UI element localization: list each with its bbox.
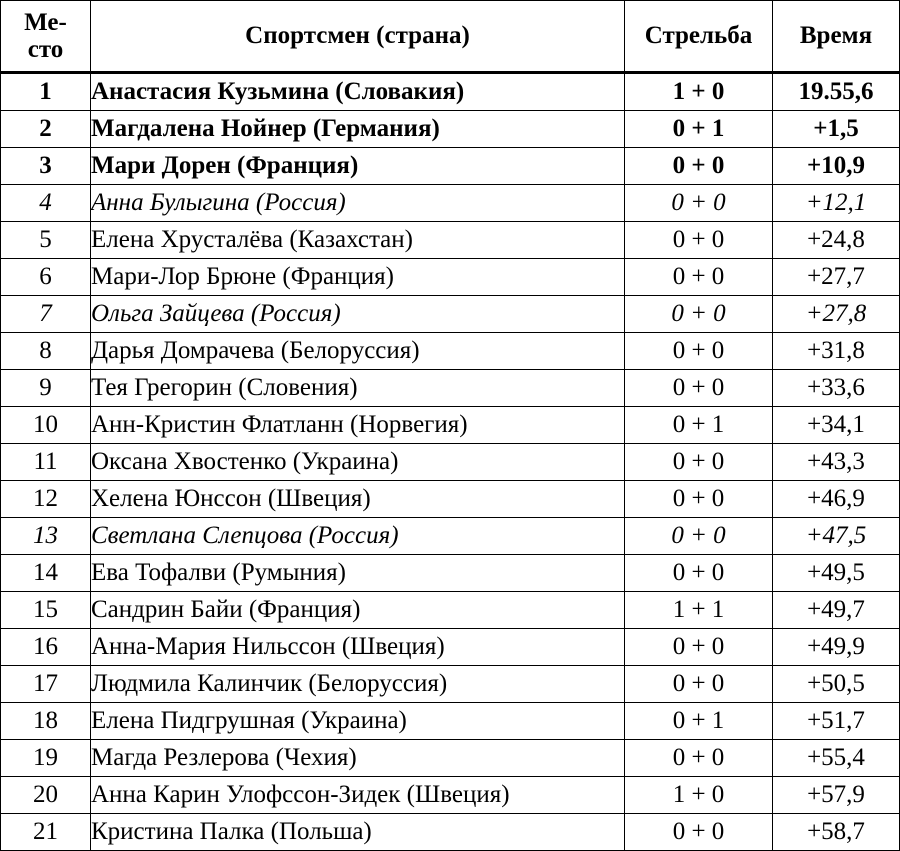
- cell-shooting: 1 + 0: [625, 73, 773, 111]
- cell-athlete: Ева Тофалви (Румыния): [91, 555, 625, 592]
- cell-time: +12,1: [773, 185, 900, 222]
- table-row: [1, 333, 900, 370]
- cell-time: +1,5: [773, 111, 900, 148]
- cell-place: 11: [1, 444, 91, 481]
- cell-shooting: 0 + 1: [625, 111, 773, 148]
- header-place: Ме- сто: [1, 1, 91, 73]
- cell-place: 17: [1, 666, 91, 703]
- table-row: [1, 555, 900, 592]
- cell-time: +49,7: [773, 592, 900, 629]
- header-time: Время: [773, 1, 900, 73]
- cell-place: 8: [1, 333, 91, 370]
- cell-athlete: Оксана Хвостенко (Украина): [91, 444, 625, 481]
- cell-shooting: 0 + 1: [625, 703, 773, 740]
- cell-place: 15: [1, 592, 91, 629]
- cell-place: 10: [1, 407, 91, 444]
- table-row: [1, 518, 900, 555]
- table-row: [1, 666, 900, 703]
- cell-athlete: Мари Дорен (Франция): [91, 148, 625, 185]
- cell-place: 4: [1, 185, 91, 222]
- cell-shooting: 0 + 0: [625, 148, 773, 185]
- cell-place: 16: [1, 629, 91, 666]
- cell-athlete: Анна Булыгина (Россия): [91, 185, 625, 222]
- cell-place: 12: [1, 481, 91, 518]
- cell-place: 5: [1, 222, 91, 259]
- cell-shooting: 0 + 0: [625, 814, 773, 851]
- table-row: [1, 407, 900, 444]
- table-row: [1, 185, 900, 222]
- cell-place: 1: [1, 73, 91, 111]
- cell-place: 21: [1, 814, 91, 851]
- cell-time: +46,9: [773, 481, 900, 518]
- cell-athlete: Светлана Слепцова (Россия): [91, 518, 625, 555]
- cell-shooting: 0 + 0: [625, 370, 773, 407]
- cell-athlete: Магда Резлерова (Чехия): [91, 740, 625, 777]
- cell-time: +55,4: [773, 740, 900, 777]
- table-row: [1, 73, 900, 111]
- cell-place: 6: [1, 259, 91, 296]
- table-row: [1, 222, 900, 259]
- cell-shooting: 0 + 0: [625, 444, 773, 481]
- cell-shooting: 0 + 0: [625, 555, 773, 592]
- table-row: [1, 592, 900, 629]
- cell-time: +33,6: [773, 370, 900, 407]
- cell-shooting: 0 + 0: [625, 259, 773, 296]
- cell-athlete: Анна Карин Улофссон-Зидек (Швеция): [91, 777, 625, 814]
- cell-time: 19.55,6: [773, 73, 900, 111]
- cell-time: +27,7: [773, 259, 900, 296]
- header-shooting: Стрельба: [625, 1, 773, 73]
- table-row: [1, 481, 900, 518]
- cell-athlete: Мари-Лор Брюне (Франция): [91, 259, 625, 296]
- cell-athlete: Магдалена Нойнер (Германия): [91, 111, 625, 148]
- cell-athlete: Елена Хрусталёва (Казахстан): [91, 222, 625, 259]
- cell-shooting: 0 + 0: [625, 629, 773, 666]
- cell-time: +58,7: [773, 814, 900, 851]
- table-row: [1, 259, 900, 296]
- cell-time: +31,8: [773, 333, 900, 370]
- cell-athlete: Тея Грегорин (Словения): [91, 370, 625, 407]
- header-athlete: Спортсмен (страна): [91, 1, 625, 73]
- table-row: [1, 814, 900, 851]
- results-body: [1, 73, 900, 851]
- cell-athlete: Елена Пидгрушная (Украина): [91, 703, 625, 740]
- cell-place: 19: [1, 740, 91, 777]
- cell-athlete: Хелена Юнссон (Швеция): [91, 481, 625, 518]
- cell-shooting: 0 + 1: [625, 407, 773, 444]
- cell-shooting: 0 + 0: [625, 518, 773, 555]
- cell-place: 3: [1, 148, 91, 185]
- cell-shooting: 0 + 0: [625, 296, 773, 333]
- cell-shooting: 0 + 0: [625, 222, 773, 259]
- cell-place: 20: [1, 777, 91, 814]
- table-row: [1, 444, 900, 481]
- cell-shooting: 0 + 0: [625, 740, 773, 777]
- cell-athlete: Анастасия Кузьмина (Словакия): [91, 73, 625, 111]
- cell-place: 14: [1, 555, 91, 592]
- cell-time: +50,5: [773, 666, 900, 703]
- header-row: [1, 1, 900, 73]
- cell-shooting: 0 + 0: [625, 666, 773, 703]
- table-row: [1, 370, 900, 407]
- table-row: [1, 296, 900, 333]
- cell-athlete: Дарья Домрачева (Белоруссия): [91, 333, 625, 370]
- cell-shooting: 0 + 0: [625, 333, 773, 370]
- cell-place: 2: [1, 111, 91, 148]
- cell-place: 7: [1, 296, 91, 333]
- cell-time: +57,9: [773, 777, 900, 814]
- cell-place: 18: [1, 703, 91, 740]
- cell-place: 13: [1, 518, 91, 555]
- table-row: [1, 111, 900, 148]
- cell-athlete: Кристина Палка (Польша): [91, 814, 625, 851]
- cell-time: +49,9: [773, 629, 900, 666]
- table-row: [1, 629, 900, 666]
- cell-shooting: 0 + 0: [625, 185, 773, 222]
- cell-athlete: Анна-Мария Нильссон (Швеция): [91, 629, 625, 666]
- cell-time: +49,5: [773, 555, 900, 592]
- cell-shooting: 1 + 0: [625, 777, 773, 814]
- cell-athlete: Ольга Зайцева (Россия): [91, 296, 625, 333]
- cell-time: +47,5: [773, 518, 900, 555]
- cell-time: +10,9: [773, 148, 900, 185]
- cell-athlete: Анн-Кристин Флатланн (Норвегия): [91, 407, 625, 444]
- cell-athlete: Сандрин Байи (Франция): [91, 592, 625, 629]
- cell-time: +24,8: [773, 222, 900, 259]
- cell-athlete: Людмила Калинчик (Белоруссия): [91, 666, 625, 703]
- cell-shooting: 1 + 1: [625, 592, 773, 629]
- table-row: [1, 777, 900, 814]
- table-row: [1, 703, 900, 740]
- cell-time: +43,3: [773, 444, 900, 481]
- cell-time: +27,8: [773, 296, 900, 333]
- cell-place: 9: [1, 370, 91, 407]
- table-row: [1, 148, 900, 185]
- cell-shooting: 0 + 0: [625, 481, 773, 518]
- cell-time: +51,7: [773, 703, 900, 740]
- cell-time: +34,1: [773, 407, 900, 444]
- table-row: [1, 740, 900, 777]
